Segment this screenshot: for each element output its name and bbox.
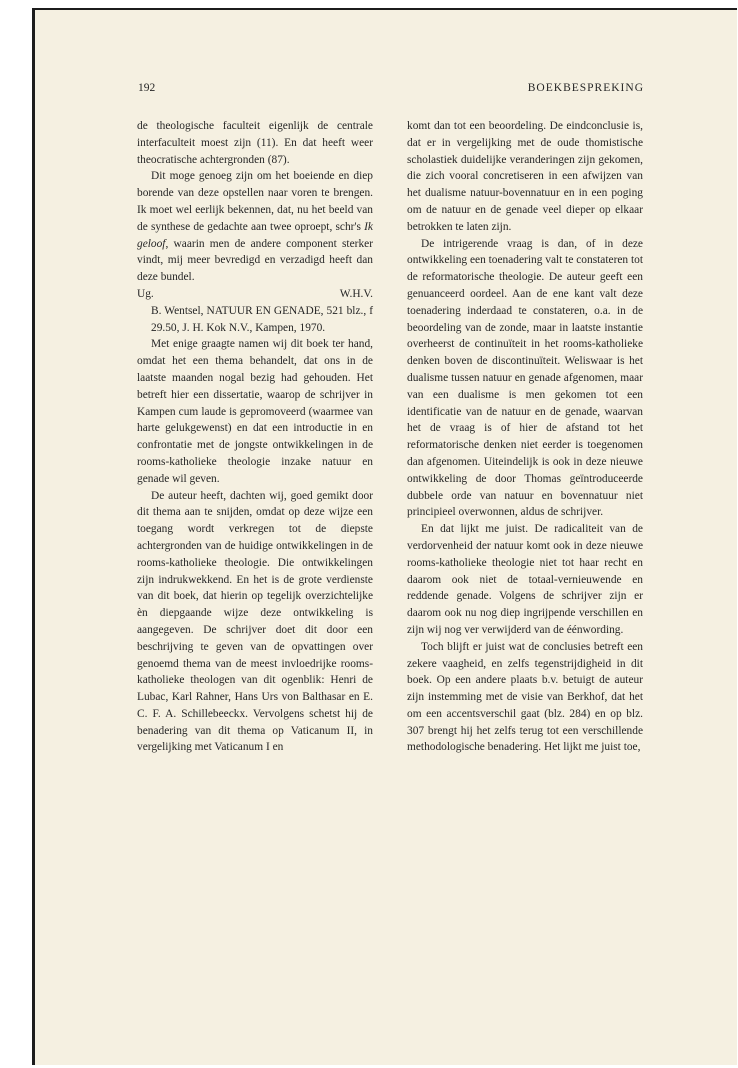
review-heading: B. Wentsel, NATUUR EN GENADE, 521 blz., f 29.50, J. H. Kok N.V., Kampen, 1970. <box>151 304 373 334</box>
paragraph: komt dan tot een beoordeling. De eindconclusie is, dat er in vergelijking met de oude thomistische scholastiek duidelijke veranderingen zijn gekomen, die zich vooral concretiseren in een afwijzen van het dualisme natuur-bovennatuur en in een poging om de natuur en de genade veel dieper op elkaar betrokken te laten zijn. <box>407 120 643 233</box>
paragraph: Met enige graagte namen wij dit boek ter hand, omdat het een thema behandelt, dat ons in de laatste maanden nogal bezig had gehouden. Het betreft hier een dissertatie, waarop de schrijver in Kampen cum laude is gepromoveerd (waarmee van harte gelukgewenst) en dat een introductie in en confrontatie met de jongste ontwikkelingen in de rooms-katholieke theologie inzake natuur en genade wil geven. <box>137 338 373 485</box>
right-column <box>407 118 643 756</box>
paragraph: de theologische faculteit eigenlijk de centrale interfaculteit moest zijn (11). En dat heeft weer theocratische achtergronden (87). <box>137 120 373 166</box>
paragraph: De intrigerende vraag is dan, of in deze ontwikkeling een toenadering valt te constateren tot de reformatorische theologie. De auteur geeft een genuanceerd oordeel. Aan de ene kant valt deze toenadering inderdaad te constateren, o.a. in de beoordeling van de zonde, maar in laatste instantie overheerst de continuïteit in het rooms-katholieke denken boven de discontinuïteit. Weliswaar is het dualisme tussen natuur en genade afgenomen, maar van een dualisme is men gekomen tot een identificatie van de natuur en de genade, waarvan het de vraag is of hier de afstand tot het reformatorische denken niet eerder is toegenomen dan afgenomen. Uiteindelijk is ook in deze nieuwe ontwikkeling de door Thomas geïntroduceerde dubbele orde van natuur en bovennatuur niet principieel overwonnen, aldus de schrijver. <box>407 237 643 519</box>
signature-initials: W.H.V. <box>339 287 373 300</box>
signature-place: Ug. <box>137 287 154 300</box>
book-title: Ik geloof <box>137 220 373 250</box>
paragraph: De auteur heeft, dachten wij, goed gemikt door dit thema aan te snijden, omdat op deze wijze een toegang wordt verkregen tot de diepste achtergronden van de huidige ontwikkelingen in de rooms-katholieke theologie. Die ontwikkelingen zijn indrukwekkend. En het is de grote verdienste van dit boek, dat hierin op tegelijk overzichtelijke èn diepgaande wijze deze ontwikkeling is aangegeven. De schrijver doet dit door een beschrijving te geven van de opvattingen over genoemd thema van de meest invloedrijke rooms-katholieke theologen van dit ogenblik: Henri de Lubac, Karl Rahner, Hans Urs von Balthasar en E. C. F. A. Schillebeeckx. Vervolgens schetst hij de benadering van dit thema op Vaticanum II, in vergelijking met Vaticanum I en <box>137 489 373 754</box>
paragraph: Dit moge genoeg zijn om het boeiende en diep borende van deze opstellen naar voren te brengen. Ik moet wel eerlijk bekennen, dat, nu het beeld van de synthese de gedachte aan twee oproept, schr's Ik geloof, waarin men de andere component sterker vindt, mij meer bevredigd en verzadigd heeft dan deze bundel. <box>137 170 373 284</box>
signature <box>137 286 373 303</box>
paragraph: En dat lijkt me juist. De radicaliteit van de verdorvenheid der natuur komt ook in deze nieuwe rooms-katholieke theologie niet tot haar recht en daarom ook niet de totaal-vernieuwende en reddende genade. Volgens de schrijver zijn er daarom ook nu nog diep ingrijpende verschillen en zijn wij nog ver verwijderd van de éénwording. <box>407 523 643 636</box>
paragraph: Toch blijft er juist wat de conclusies betreft een zekere vaagheid, en zelfs tegenstrijdigheid in dit boek. Op een andere plaats b.v. betuigt de auteur zijn instemming met de visie van Berkhof, dat het om een accentsverschil gaat (blz. 284) en op blz. 307 brengt hij het zelfs terug tot een verschillende methodologische benadering. Het lijkt me juist toe, <box>407 640 643 754</box>
page-number: 192 <box>138 82 156 94</box>
running-title: BOEKBESPREKING <box>527 82 644 94</box>
left-column <box>137 118 373 756</box>
